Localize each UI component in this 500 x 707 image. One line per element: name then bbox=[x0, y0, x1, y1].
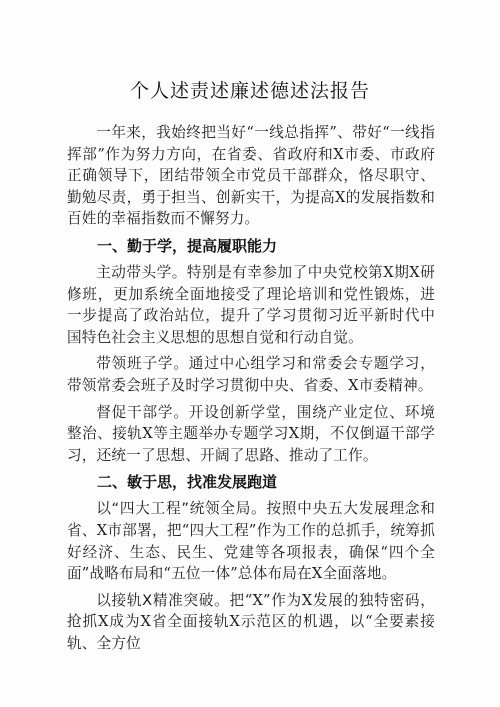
paragraph-text: 特别是有幸参加了中央党校第X期X研修班，更加系统全面地接受了理论培训和党性锻炼，进一步提高了政治站位，提升了学习贯彻习近平新时代中国特色社会主义思想的思想自觉和行动自觉。 bbox=[67, 263, 436, 346]
paragraph-lead: 带领班子学。 bbox=[96, 355, 189, 373]
section1-paragraph-2 bbox=[67, 353, 435, 396]
section2-paragraph-2 bbox=[67, 590, 435, 655]
section-heading-1: 一、勤于学，提高履职能力 bbox=[97, 236, 278, 255]
intro-paragraph: 一年来，我始终把当好“一线总指挥”、带好“一线指挥部”作为努力方向，在省委、省政府和X市委、市政府正确领导下，团结带领全市党员干部群众，恪尽职守、勤勉尽责，勇于担当、创新实干，为提高X的发展指数和百姓的幸福指数而不懈努力。 bbox=[67, 124, 435, 228]
paragraph-lead: 以“四大工程”统领全局。 bbox=[96, 500, 267, 518]
document-body bbox=[67, 122, 435, 659]
document-title: 个人述责述廉述德述法报告 bbox=[129, 80, 370, 102]
paragraph-text: 开设创新学堂，围绕产业定位、环境整治、接轨X等主题举办专题学习X期，不仅倒逼干部学习，还统一了思想、开阔了思路、推动了工作。 bbox=[67, 403, 435, 464]
paragraph-text: 把“X”作为X发展的独特密码，抢抓X成为X省全面接轨X示范区的机遇，以“全要素接轨、全方位 bbox=[67, 591, 435, 652]
section1-paragraph-1 bbox=[67, 262, 435, 348]
section1-paragraph-3 bbox=[67, 402, 435, 467]
section2-paragraph-1 bbox=[67, 498, 435, 584]
paragraph-text: 按照中央五大发展理念和省、X市部署，把“四大工程”作为工作的总抓手，统筹抓好经济、生态、民生、党建等各项报表，确保“四个全面”战略布局和“五位一体”总体布局在X全面落地。 bbox=[67, 500, 435, 583]
paragraph-lead: 督促干部学。 bbox=[96, 403, 189, 421]
paragraph-lead: 以接轨X精准突破。 bbox=[96, 591, 230, 609]
section-heading-2: 二、敏于思，找准发展跑道 bbox=[97, 473, 278, 492]
paragraph-lead: 主动带头学。 bbox=[96, 263, 187, 281]
paragraph-text: 通过中心组学习和常委会专题学习，带领常委会班子及时学习贯彻中央、省委、X市委精神。 bbox=[67, 355, 435, 394]
